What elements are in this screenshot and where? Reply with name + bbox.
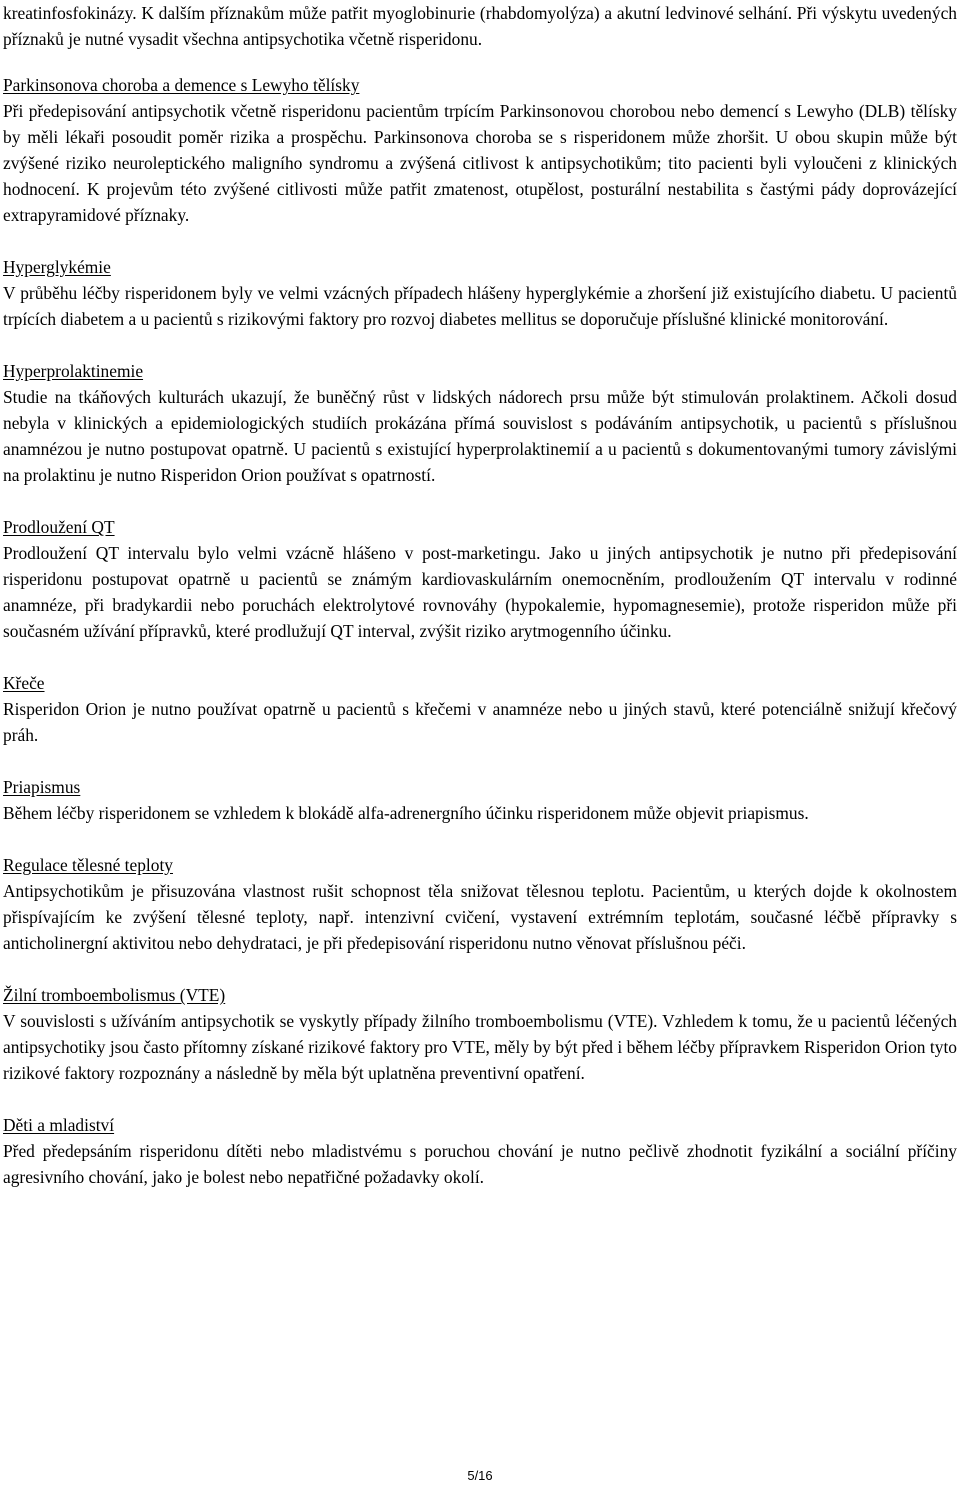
document-page [3, 0, 957, 1190]
section-heading: Hyperglykémie [3, 257, 111, 277]
section-paragraph: V průběhu léčby risperidonem byly ve velmi vzácných případech hlášeny hyperglykémie a zhoršení již existujícího diabetu. U pacientů trpících diabetem a u pacientů s rizikovými faktory pro rozvoj diabetes mellitus se doporučuje příslušné klinické monitorování. [3, 283, 957, 329]
spacer [3, 644, 957, 670]
section-paragraph: Před předepsáním risperidonu dítěti nebo mladistvému s poruchou chování je nutno pečlivě zhodnotit fyzikální a sociální příčiny agresivního chování, jako je bolest nebo nepatřičné požadavky okolí. [3, 1141, 957, 1187]
section-paragraph: Antipsychotikům je přisuzována vlastnost rušit schopnost těla snižovat tělesnou teplotu. Pacientům, u kterých dojde k okolnostem přispívajícím ke zvýšení tělesné teploty, např. intenzivní cvičení, vystavení extrémním teplotám, současné léčbě přípravky s anticholinergní aktivitou nebo dehydrataci, je při předepisování risperidonu nutno věnovat příslušnou péči. [3, 881, 957, 953]
section-heading: Hyperprolaktinemie [3, 361, 144, 381]
spacer [3, 332, 957, 358]
section-priapism [3, 774, 957, 826]
section-heading: Děti a mladiství [3, 1115, 115, 1135]
section-paragraph: Risperidon Orion je nutno používat opatrně u pacientů s křečemi v anamnéze nebo u jiných stavů, které potenciálně snižují křečový práh. [3, 699, 957, 745]
section-hyperprolactinemia [3, 358, 957, 488]
spacer [3, 1086, 957, 1112]
section-paragraph: Během léčby risperidonem se vzhledem k blokádě alfa-adrenergního účinku risperidonem může objevit priapismus. [3, 803, 809, 823]
section-children [3, 1112, 957, 1190]
section-paragraph: Studie na tkáňových kulturách ukazují, že buněčný růst v lidských nádorech prsu může být stimulován prolaktinem. Ačkoli dosud nebyla v klinických a epidemiologických studiích prokázána přímá souvislost s podáváním antipsychotik, u pacientů s příslušnou anamnézou je nutno postupovat opatrně. U pacientů s existující hyperprolaktinemií a u pacientů s dokumentovanými tumory závislými na prolaktinu je nutno Risperidon Orion používat s opatrností. [3, 387, 957, 485]
spacer [3, 488, 957, 514]
section-parkinson [3, 72, 957, 228]
section-heading: Regulace tělesné teploty [3, 855, 173, 875]
section-hyperglycemia [3, 254, 957, 332]
spacer [3, 956, 957, 982]
spacer [3, 228, 957, 254]
intro-paragraph: kreatinfosfokinázy. K dalším příznakům může patřit myoglobinurie (rhabdomyolýza) a akutní ledvinové selhání. Při výskytu uvedených příznaků je nutné vysadit všechna antipsychotika včetně risperidonu. [3, 3, 957, 49]
section-paragraph: Prodloužení QT intervalu bylo velmi vzácně hlášeno v post-marketingu. Jako u jiných antipsychotik je nutno při předepisování risperidonu postupovat opatrně u pacientů se známým kardiovaskulárním onemocněním, prodloužením QT intervalu v rodinné anamnéze, při bradykardii nebo poruchách elektrolytové rovnováhy (hypokalemie, hypomagnesemie), protože risperidon může při současném užívání přípravků, které prodlužují QT interval, zvýšit riziko arytmogenního účinku. [3, 543, 957, 641]
section-heading: Křeče [3, 673, 45, 693]
section-paragraph: Při předepisování antipsychotik včetně risperidonu pacientům trpícím Parkinsonovou chorobou nebo demencí s Lewyho (DLB) tělísky by měli lékaři posoudit poměr rizika a prospěchu. Parkinsonova choroba se s risperidonem může zhoršit. U obou skupin může být zvýšené riziko neuroleptického maligního syndromu a zvýšená citlivost k antipsychotikům; tito pacienti byli vyloučeni z klinických hodnocení. K projevům této zvýšené citlivosti může patřit zmatenost, otupělost, posturální nestabilita s častými pády doprovázející extrapyramidové příznaky. [3, 101, 957, 225]
section-paragraph: V souvislosti s užíváním antipsychotik se vyskytly případy žilního tromboembolismu (VTE). Vzhledem k tomu, že u pacientů léčených antipsychotiky jsou často přítomny získané rizikové faktory pro VTE, měly by být před i během léčby přípravkem Risperidon Orion tyto rizikové faktory rozpoznány a následně by měla být uplatněna preventivní opatření. [3, 1011, 957, 1083]
section-heading: Prodloužení QT [3, 517, 115, 537]
section-body-temperature [3, 852, 957, 956]
spacer [3, 826, 957, 852]
section-vte [3, 982, 957, 1086]
spacer [3, 748, 957, 774]
section-heading: Parkinsonova choroba a demence s Lewyho tělísky [3, 75, 360, 95]
section-heading: Priapismus [3, 777, 81, 797]
page-number: 5/16 [467, 1468, 493, 1483]
section-seizures [3, 670, 957, 748]
spacer [3, 52, 957, 72]
section-qt-prolongation [3, 514, 957, 644]
section-heading: Žilní tromboembolismus (VTE) [3, 985, 226, 1005]
